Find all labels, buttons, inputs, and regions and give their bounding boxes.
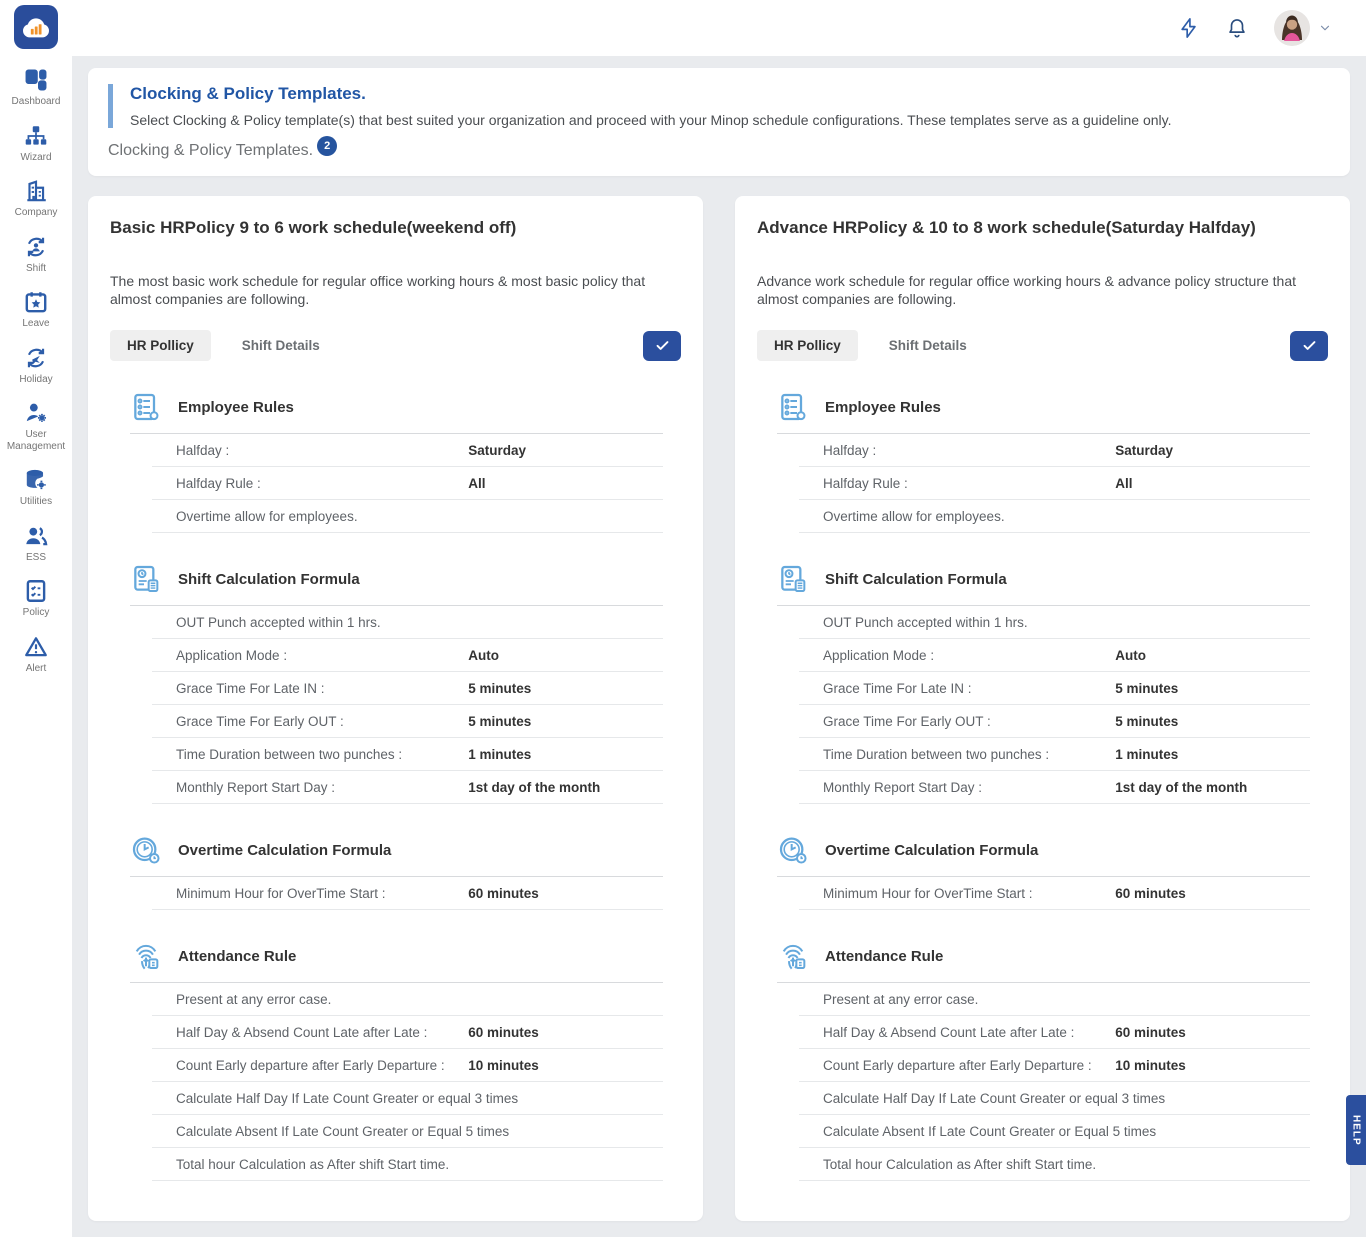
chevron-down-icon[interactable]	[1318, 21, 1332, 35]
sidebar-item-policy[interactable]	[0, 570, 72, 626]
section-rows	[152, 983, 663, 1181]
sidebar-item-label: Company	[14, 207, 58, 218]
attendance-rule-icon	[130, 940, 162, 972]
rule-label: Present at any error case.	[823, 991, 979, 1007]
rule-value: 5 minutes	[468, 713, 532, 729]
rule-row	[152, 1148, 663, 1181]
sidebar-item-holiday[interactable]	[0, 337, 72, 393]
employee-rules-icon	[130, 391, 162, 423]
section-attendance-rule	[130, 940, 681, 1181]
rule-label: Grace Time For Late IN :	[823, 680, 972, 696]
rule-row	[799, 1148, 1310, 1181]
rule-label: Overtime allow for employees.	[176, 508, 358, 524]
main-area	[72, 0, 1366, 1237]
section-title: Attendance Rule	[178, 947, 297, 965]
check-icon	[1302, 338, 1317, 353]
overtime-calculation-icon	[777, 834, 809, 866]
rule-row	[152, 606, 663, 639]
topbar	[72, 0, 1366, 56]
rule-label: Total hour Calculation as After shift Start time.	[176, 1156, 450, 1172]
rule-label: Half Day & Absend Count Late after Late :	[823, 1024, 1075, 1040]
tab-row	[757, 330, 1328, 361]
rule-value: All	[468, 475, 486, 491]
rule-value: 5 minutes	[1115, 713, 1179, 729]
rule-row	[799, 672, 1310, 705]
flash-icon[interactable]	[1178, 17, 1200, 39]
holiday-icon	[23, 345, 49, 371]
rule-value: 1 minutes	[468, 746, 532, 762]
rule-row	[799, 771, 1310, 804]
rule-value: All	[1115, 475, 1133, 491]
rule-value: Auto	[468, 647, 499, 663]
sidebar-item-label: Policy	[22, 607, 50, 618]
user-management-icon	[23, 400, 49, 426]
leave-icon	[23, 289, 49, 315]
utilities-icon	[23, 467, 49, 493]
rule-row	[152, 877, 663, 910]
section-title: Overtime Calculation Formula	[178, 841, 392, 859]
rule-row	[799, 606, 1310, 639]
tab-shift-details[interactable]: Shift Details	[888, 338, 967, 354]
bell-icon[interactable]	[1226, 17, 1248, 39]
rule-label: Count Early departure after Early Departure :	[823, 1057, 1092, 1073]
rule-row	[152, 1049, 663, 1082]
shift-calculation-icon	[777, 563, 809, 595]
sidebar-item-ess[interactable]	[0, 515, 72, 571]
rule-row	[799, 639, 1310, 672]
sidebar-item-label: Shift	[25, 262, 46, 274]
alert-icon	[23, 634, 49, 660]
rule-row	[152, 434, 663, 467]
section-rows	[799, 877, 1310, 910]
overtime-calculation-icon	[130, 834, 162, 866]
sidebar-item-label: Dashboard	[11, 96, 61, 107]
tab-row	[110, 330, 681, 361]
section-header	[777, 563, 1310, 606]
ess-icon	[23, 523, 49, 549]
section-header	[777, 391, 1310, 434]
rule-row	[152, 738, 663, 771]
section-rows	[152, 434, 663, 533]
template-count-badge: 2	[317, 136, 337, 156]
rule-label: Grace Time For Early OUT :	[823, 713, 991, 729]
section-title: Employee Rules	[178, 398, 294, 416]
wizard-icon	[23, 123, 49, 149]
template-description: Advance work schedule for regular office working hours & advance policy structure that almost companies are following.	[757, 273, 1297, 308]
rule-label: Minimum Hour for OverTime Start :	[823, 885, 1033, 901]
rule-row	[799, 1049, 1310, 1082]
rule-value: 1 minutes	[1115, 746, 1179, 762]
company-icon	[23, 178, 49, 204]
rule-label: Half Day & Absend Count Late after Late :	[176, 1024, 428, 1040]
sidebar-item-label: Wizard	[20, 151, 52, 163]
select-template-button[interactable]	[643, 331, 681, 361]
template-description: The most basic work schedule for regular office working hours & most basic policy that almost companies are following.	[110, 273, 646, 308]
tab-hr-policy[interactable]: HR Pollicy	[757, 330, 858, 361]
rule-value: 1st day of the month	[468, 779, 601, 795]
sidebar-item-label: Holiday	[19, 373, 53, 385]
template-sections	[757, 391, 1328, 1181]
rule-label: Present at any error case.	[176, 991, 332, 1007]
rule-value: 60 minutes	[468, 1024, 539, 1040]
app-logo[interactable]	[14, 5, 58, 49]
breadcrumb	[108, 142, 1330, 162]
section-header	[130, 940, 663, 983]
section-rows	[152, 877, 663, 910]
rule-label: Halfday :	[176, 442, 230, 458]
section-rows	[799, 606, 1310, 804]
rule-row	[152, 467, 663, 500]
section-title: Shift Calculation Formula	[178, 570, 360, 588]
rule-row	[799, 738, 1310, 771]
section-header	[777, 940, 1310, 983]
rule-value: 10 minutes	[468, 1057, 539, 1073]
sidebar-item-label: Alert	[25, 662, 47, 674]
section-header	[777, 834, 1310, 877]
rule-row	[152, 705, 663, 738]
rule-label: Monthly Report Start Day :	[823, 779, 983, 795]
rule-row	[152, 500, 663, 533]
rule-value: 5 minutes	[1115, 680, 1179, 696]
template-title: Basic HRPolicy 9 to 6 work schedule(weekend off)	[110, 218, 517, 237]
section-rows	[799, 983, 1310, 1181]
rule-row	[152, 1016, 663, 1049]
rule-value: 10 minutes	[1115, 1057, 1186, 1073]
rule-row	[799, 1115, 1310, 1148]
rule-label: Total hour Calculation as After shift Start time.	[823, 1156, 1097, 1172]
rule-label: Count Early departure after Early Departure :	[176, 1057, 445, 1073]
rule-row	[152, 1115, 663, 1148]
rule-label: Halfday :	[823, 442, 877, 458]
sidebar-item-label: Utilities	[19, 496, 53, 507]
sidebar-item-user-management[interactable]	[0, 392, 72, 459]
rule-row	[152, 771, 663, 804]
rule-row	[799, 467, 1310, 500]
page-content	[72, 56, 1366, 1237]
sidebar-nav	[0, 59, 72, 681]
sidebar-item-shift[interactable]	[0, 226, 72, 282]
sidebar-item-wizard[interactable]	[0, 115, 72, 171]
policy-icon	[23, 578, 49, 604]
section-title: Employee Rules	[825, 398, 941, 416]
sidebar-item-label: ESS	[25, 551, 46, 563]
section-shift-calculation-formula	[777, 563, 1328, 804]
rule-label: Time Duration between two punches :	[823, 746, 1050, 762]
template-sections	[110, 391, 681, 1181]
rule-label: Halfday Rule :	[176, 475, 261, 491]
rule-label: Overtime allow for employees.	[823, 508, 1005, 524]
select-template-button[interactable]	[1290, 331, 1328, 361]
rule-row	[799, 500, 1310, 533]
dashboard-icon	[23, 67, 49, 93]
rule-row	[152, 1082, 663, 1115]
sidebar-item-label: User Management	[6, 429, 66, 452]
section-header	[130, 563, 663, 606]
rule-label: Time Duration between two punches :	[176, 746, 403, 762]
banner-card	[88, 68, 1350, 176]
rule-row	[799, 877, 1310, 910]
sidebar	[0, 0, 72, 1237]
rule-row	[152, 983, 663, 1016]
section-title: Attendance Rule	[825, 947, 944, 965]
page-subtitle: Select Clocking & Policy template(s) that best suited your organization and proceed with your Minop schedule configurations. These templates serve as a guideline only.	[130, 112, 1172, 128]
rule-row	[799, 983, 1310, 1016]
rule-label: Calculate Half Day If Late Count Greater or equal 3 times	[176, 1090, 519, 1106]
check-icon	[655, 338, 670, 353]
user-menu[interactable]	[1274, 10, 1332, 46]
rule-label: Monthly Report Start Day :	[176, 779, 336, 795]
section-title: Shift Calculation Formula	[825, 570, 1007, 588]
section-attendance-rule	[777, 940, 1328, 1181]
cloud-bars-logo-icon	[21, 12, 51, 42]
template-card-advance	[735, 196, 1350, 1221]
rule-row	[799, 1016, 1310, 1049]
template-card-basic	[88, 196, 703, 1221]
breadcrumb-label: Clocking & Policy Templates.	[108, 142, 314, 159]
section-header	[130, 834, 663, 877]
rule-label: OUT Punch accepted within 1 hrs.	[823, 614, 1028, 630]
rule-value: Auto	[1115, 647, 1146, 663]
sidebar-item-utilities[interactable]	[0, 459, 72, 515]
rule-label: Grace Time For Early OUT :	[176, 713, 344, 729]
template-cards-row	[88, 196, 1350, 1221]
rule-label: Halfday Rule :	[823, 475, 908, 491]
page-title: Clocking & Policy Templates.	[130, 84, 366, 103]
rule-value: 60 minutes	[1115, 1024, 1186, 1040]
rule-value: 60 minutes	[468, 885, 539, 901]
section-rows	[152, 606, 663, 804]
tab-hr-policy[interactable]: HR Pollicy	[110, 330, 211, 361]
sidebar-item-leave[interactable]	[0, 281, 72, 337]
sidebar-item-label: Leave	[22, 318, 50, 329]
section-employee-rules	[130, 391, 681, 533]
rule-row	[152, 639, 663, 672]
section-shift-calculation-formula	[130, 563, 681, 804]
tab-shift-details[interactable]: Shift Details	[241, 338, 320, 354]
rule-label: Calculate Absent If Late Count Greater or Equal 5 times	[823, 1123, 1157, 1139]
rule-row	[799, 434, 1310, 467]
rule-value: Saturday	[468, 442, 526, 458]
section-title: Overtime Calculation Formula	[825, 841, 1039, 859]
rule-value: 5 minutes	[468, 680, 532, 696]
rule-label: Calculate Half Day If Late Count Greater or equal 3 times	[823, 1090, 1166, 1106]
rule-label: Minimum Hour for OverTime Start :	[176, 885, 386, 901]
rule-row	[799, 705, 1310, 738]
sidebar-item-company[interactable]	[0, 170, 72, 226]
rule-row	[799, 1082, 1310, 1115]
template-title: Advance HRPolicy & 10 to 8 work schedule(Saturday Halfday)	[757, 218, 1256, 237]
shift-icon	[23, 234, 49, 260]
rule-label: Calculate Absent If Late Count Greater or Equal 5 times	[176, 1123, 510, 1139]
banner-head	[108, 84, 1330, 128]
section-overtime-calculation-formula	[130, 834, 681, 910]
rule-label: Grace Time For Late IN :	[176, 680, 325, 696]
sidebar-item-dashboard[interactable]	[0, 59, 72, 115]
rule-value: Saturday	[1115, 442, 1173, 458]
rule-value: 1st day of the month	[1115, 779, 1248, 795]
employee-rules-icon	[777, 391, 809, 423]
section-header	[130, 391, 663, 434]
rule-value: 60 minutes	[1115, 885, 1186, 901]
attendance-rule-icon	[777, 940, 809, 972]
rule-row	[152, 672, 663, 705]
help-tab[interactable]: HELP	[1346, 1095, 1366, 1165]
avatar[interactable]	[1274, 10, 1310, 46]
rule-label: Application Mode :	[823, 647, 935, 663]
section-rows	[799, 434, 1310, 533]
rule-label: Application Mode :	[176, 647, 288, 663]
rule-label: OUT Punch accepted within 1 hrs.	[176, 614, 381, 630]
sidebar-item-alert[interactable]	[0, 626, 72, 682]
shift-calculation-icon	[130, 563, 162, 595]
section-employee-rules	[777, 391, 1328, 533]
section-overtime-calculation-formula	[777, 834, 1328, 910]
